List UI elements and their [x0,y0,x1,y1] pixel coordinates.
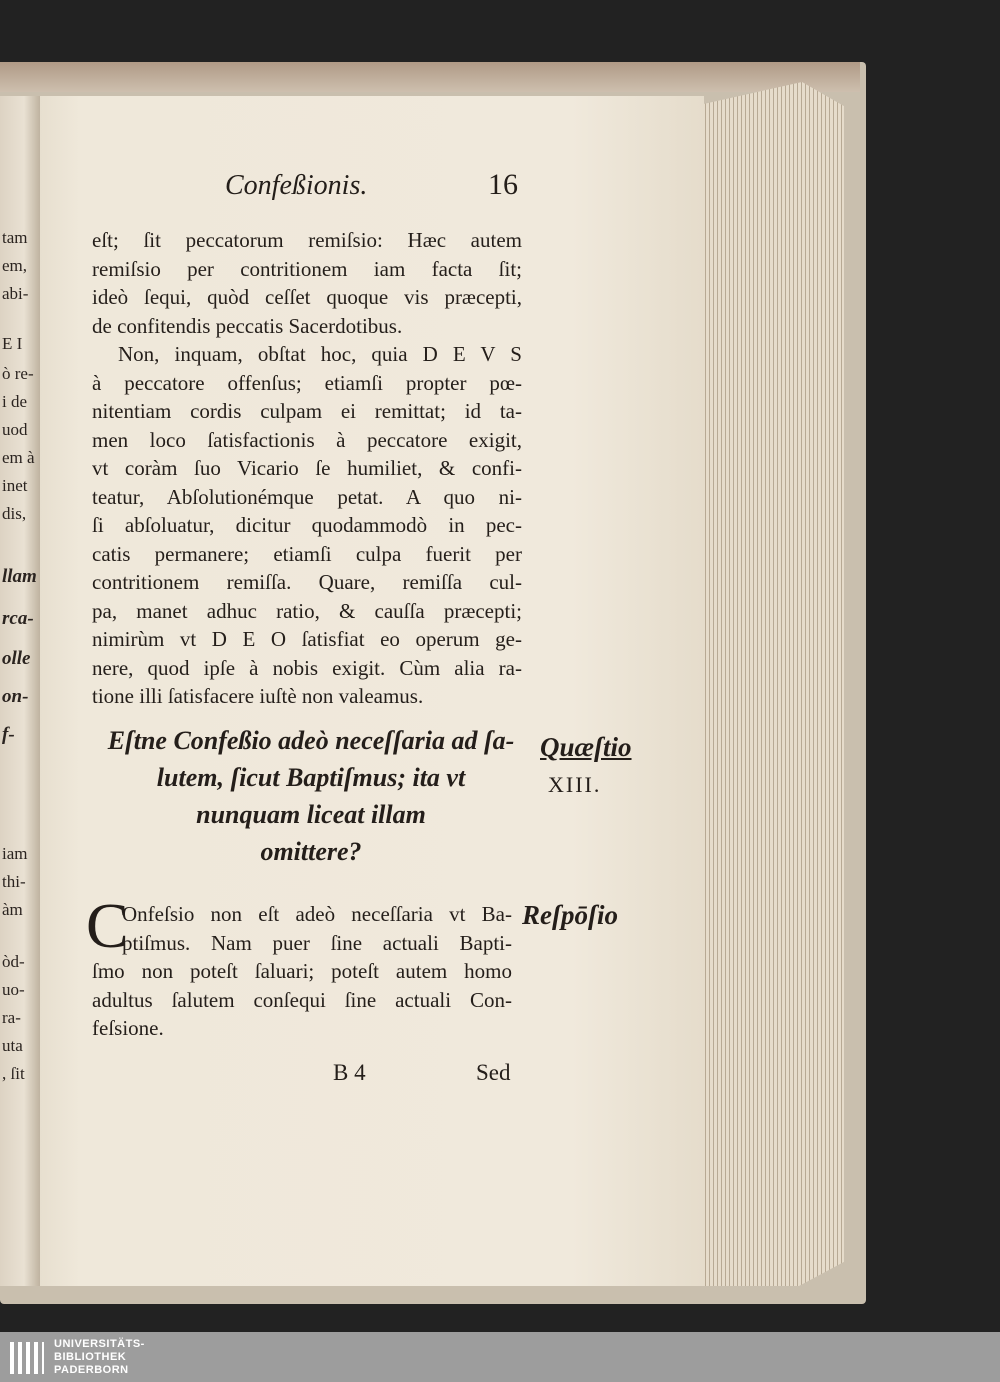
left-fragment: on- [2,686,29,707]
book-cover-edge [0,62,860,92]
signature-mark: B 4 [333,1060,366,1085]
text-line: vt coràm ſuo Vicario ſe humiliet, & confi- [92,456,522,480]
text-line: adultus ſalutem conſequi ſine actuali Con- [92,987,512,1012]
library-name [54,1338,145,1377]
left-fragment: olle [2,648,31,669]
left-fragment: em, [2,256,28,275]
text-line: remiſsio per contritionem iam facta ſit; [92,256,522,281]
left-fragment: uta [2,1036,23,1055]
text-line: Onfeſsio non eſt adeò neceſſaria vt Ba- [122,902,512,926]
left-fragment: E I [2,334,23,353]
left-fragment: rca- [2,608,34,629]
left-fragment: abi- [2,284,29,303]
question-line: omittere? [260,837,362,866]
text-line: ſi abſoluatur, dicitur quodammodò in pec- [92,513,522,537]
text-line: Non, inquam, obſtat hoc, quia D E V S [118,342,522,366]
library-footer [0,1332,1000,1382]
text-line: men loco ſatisfactionis à peccatore exigit, [92,427,522,452]
library-name-line: BIBLIOTHEK [54,1351,127,1363]
left-fragment: ò re- [2,364,34,383]
page-number: 16 [488,168,518,201]
answer-label: Reſpōſio [522,900,618,930]
text-line: de confitendis peccatis Sacerdotibus. [92,313,403,338]
text-line: tione illi ſatisfacere iuſtè non valeamus. [92,684,424,708]
text-line: eſt; ſit peccatorum remiſsio: Hæc autem [92,228,522,252]
left-fragment: dis, [2,504,27,523]
left-fragment: tam [2,228,28,247]
left-fragment: òd- [2,952,25,971]
left-fragment: llam [2,566,37,587]
question-label: Quæſtio [540,732,632,762]
left-fragment: ra- [2,1008,21,1027]
left-fragment: iam [2,844,28,863]
paragraph-2 [92,340,522,711]
text-line: catis permanere; etiamſi culpa fuerit per [92,541,522,566]
text-line: ptiſmus. Nam puer ſine actuali Bapti- [122,930,512,955]
answer-paragraph [92,900,512,1043]
question-line: Eſtne Confeßio adeò neceſſaria ad ſa- [107,726,515,755]
library-name-line: PADERBORN [54,1364,129,1376]
text-line: à peccatore offenſus; etiamſi propter pœ- [92,370,522,395]
text-line: teatur, Abſolutionémque petat. A quo ni- [92,484,522,509]
page-edges [694,82,844,1286]
paragraph-1 [92,226,522,340]
library-name-line: UNIVERSITÄTS- [54,1338,145,1350]
drop-cap: C [86,890,129,961]
left-fragment: , ſit [2,1064,25,1083]
question-number: XIII. [548,772,602,797]
text-line: nere, quod ipſe à nobis exigit. Cùm alia ra- [92,655,522,680]
text-line: pa, manet adhuc ratio, & cauſſa præcepti; [92,598,522,623]
left-fragment: àm [2,900,23,919]
left-page-margin [0,96,40,1286]
running-head: Confeßionis. [225,170,368,201]
catchword: Sed [476,1060,511,1085]
question-line: nunquam liceat illam [196,800,426,829]
left-fragment: i de [2,392,28,411]
left-fragment: thi- [2,872,26,891]
text-line: ideò ſequi, quòd ceſſet quoque vis præcepti, [92,285,522,309]
left-fragment: uo- [2,980,25,999]
text-line: feſsione. [92,1016,164,1040]
left-fragment: em à [2,448,35,467]
left-fragment: f- [2,724,15,745]
question-line: lutem, ſicut Baptiſmus; ita vt [156,763,466,792]
text-line: contritionem remiſſa. Quare, remiſſa cul- [92,570,522,594]
text-line: nitentiam cordis culpam ei remittat; id ta- [92,399,522,423]
left-fragment: uod [2,420,28,439]
text-line: nimirùm vt D E O ſatisfiat eo operum ge- [92,627,522,651]
question-heading [86,722,536,870]
text-line: ſmo non poteſt ſaluari; poteſt autem homo [92,959,512,983]
left-fragment: inet [2,476,28,495]
library-logo-icon [6,1338,46,1378]
